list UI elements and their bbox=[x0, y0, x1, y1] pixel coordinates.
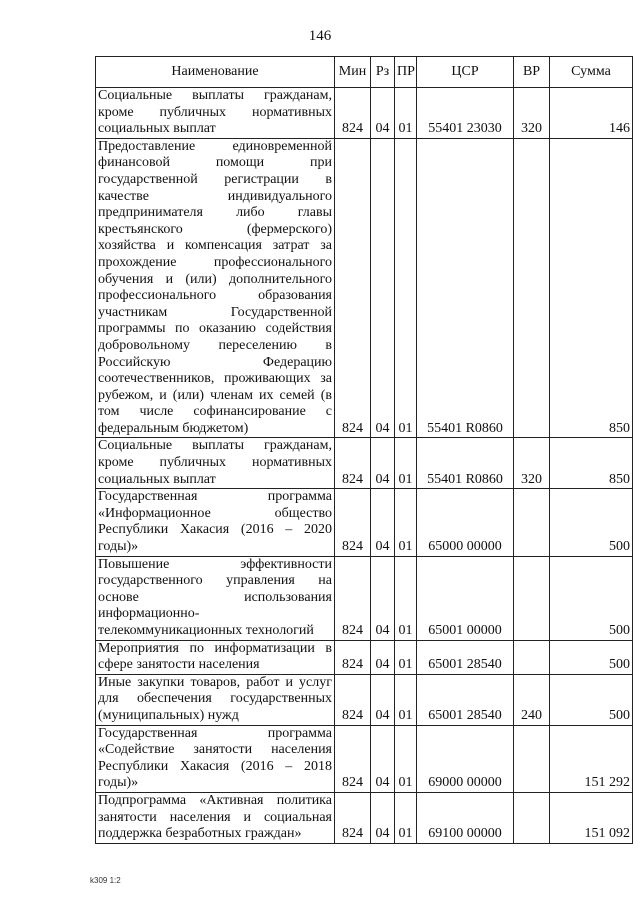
row-vr: 240 bbox=[514, 674, 550, 725]
table-row bbox=[96, 725, 633, 792]
table-row bbox=[96, 438, 633, 489]
table-row bbox=[96, 138, 633, 438]
row-name: Иные закупки товаров, работ и услуг для обеспечения государственных (муниципальных) нужд bbox=[96, 674, 335, 725]
row-csr: 55401 R0860 bbox=[417, 138, 514, 438]
row-pr: 01 bbox=[395, 138, 417, 438]
row-min: 824 bbox=[335, 725, 371, 792]
row-min: 824 bbox=[335, 489, 371, 556]
row-pr: 01 bbox=[395, 438, 417, 489]
row-rz: 04 bbox=[371, 489, 395, 556]
row-pr: 01 bbox=[395, 556, 417, 640]
row-vr bbox=[514, 556, 550, 640]
row-csr: 69000 00000 bbox=[417, 725, 514, 792]
row-sum: 850 bbox=[550, 138, 633, 438]
row-name: Подпрограмма «Активная политика занятости населения и социальная поддержка безработных граждан» bbox=[96, 792, 335, 843]
header-sum: Сумма bbox=[550, 57, 633, 88]
row-vr bbox=[514, 725, 550, 792]
row-rz: 04 bbox=[371, 640, 395, 674]
row-pr: 01 bbox=[395, 674, 417, 725]
table-row bbox=[96, 556, 633, 640]
row-pr: 01 bbox=[395, 792, 417, 843]
row-rz: 04 bbox=[371, 88, 395, 139]
row-csr: 65000 00000 bbox=[417, 489, 514, 556]
row-vr: 320 bbox=[514, 438, 550, 489]
row-name: Государственная программа «Информационное общество Республики Хакасия (2016 – 2020 годы)» bbox=[96, 489, 335, 556]
row-sum: 500 bbox=[550, 489, 633, 556]
row-min: 824 bbox=[335, 674, 371, 725]
row-name: Государственная программа «Содействие занятости населения Республики Хакасия (2016 – 2018 годы)» bbox=[96, 725, 335, 792]
footer-document-code: k309 1:2 bbox=[90, 876, 121, 885]
budget-table bbox=[95, 56, 633, 844]
row-name: Социальные выплаты гражданам, кроме публичных нормативных социальных выплат bbox=[96, 438, 335, 489]
header-min: Мин bbox=[335, 57, 371, 88]
row-vr bbox=[514, 792, 550, 843]
table-row bbox=[96, 792, 633, 843]
row-csr: 55401 R0860 bbox=[417, 438, 514, 489]
header-vr: ВР bbox=[514, 57, 550, 88]
row-rz: 04 bbox=[371, 792, 395, 843]
row-min: 824 bbox=[335, 556, 371, 640]
row-sum: 146 bbox=[550, 88, 633, 139]
page-number: 146 bbox=[308, 28, 332, 44]
row-rz: 04 bbox=[371, 438, 395, 489]
header-name: Наименование bbox=[96, 57, 335, 88]
row-vr bbox=[514, 489, 550, 556]
row-sum: 500 bbox=[550, 674, 633, 725]
row-sum: 500 bbox=[550, 640, 633, 674]
row-name: Повышение эффективности государственного управления на основе использования информационно-телекоммуникационных технологий bbox=[96, 556, 335, 640]
row-csr: 69100 00000 bbox=[417, 792, 514, 843]
row-min: 824 bbox=[335, 138, 371, 438]
row-min: 824 bbox=[335, 640, 371, 674]
header-csr: ЦСР bbox=[417, 57, 514, 88]
row-csr: 65001 00000 bbox=[417, 556, 514, 640]
table-row bbox=[96, 674, 633, 725]
row-csr: 55401 23030 bbox=[417, 88, 514, 139]
row-rz: 04 bbox=[371, 674, 395, 725]
row-vr bbox=[514, 640, 550, 674]
header-pr: ПР bbox=[395, 57, 417, 88]
table-row bbox=[96, 88, 633, 139]
header-rz: Рз bbox=[371, 57, 395, 88]
table-header-row bbox=[96, 57, 633, 88]
row-min: 824 bbox=[335, 438, 371, 489]
row-sum: 500 bbox=[550, 556, 633, 640]
row-vr bbox=[514, 138, 550, 438]
row-sum: 151 292 bbox=[550, 725, 633, 792]
row-csr: 65001 28540 bbox=[417, 640, 514, 674]
row-sum: 850 bbox=[550, 438, 633, 489]
row-csr: 65001 28540 bbox=[417, 674, 514, 725]
row-min: 824 bbox=[335, 792, 371, 843]
row-pr: 01 bbox=[395, 725, 417, 792]
row-pr: 01 bbox=[395, 88, 417, 139]
row-rz: 04 bbox=[371, 556, 395, 640]
row-min: 824 bbox=[335, 88, 371, 139]
row-pr: 01 bbox=[395, 640, 417, 674]
row-rz: 04 bbox=[371, 138, 395, 438]
table-row bbox=[96, 489, 633, 556]
row-vr: 320 bbox=[514, 88, 550, 139]
row-name: Социальные выплаты гражданам, кроме публичных нормативных социальных выплат bbox=[96, 88, 335, 139]
row-name: Предоставление единовременной финансовой помощи при государственной регистрации в качестве индивидуального предпринимателя либо главы крестьянского (фермерского) хозяйства и компенсация затрат за прохождение профессионального обучения и (или) дополнительного профессионального образования участникам Государственной программы по оказанию содействия добровольному переселению в Российскую Федерацию соотечественников, проживающих за рубежом, и (или) членам их семей (в том числе софинансирование с федеральным бюджетом) bbox=[96, 138, 335, 438]
row-sum: 151 092 bbox=[550, 792, 633, 843]
row-rz: 04 bbox=[371, 725, 395, 792]
row-pr: 01 bbox=[395, 489, 417, 556]
table-row bbox=[96, 640, 633, 674]
row-name: Мероприятия по информатизации в сфере занятости населения bbox=[96, 640, 335, 674]
